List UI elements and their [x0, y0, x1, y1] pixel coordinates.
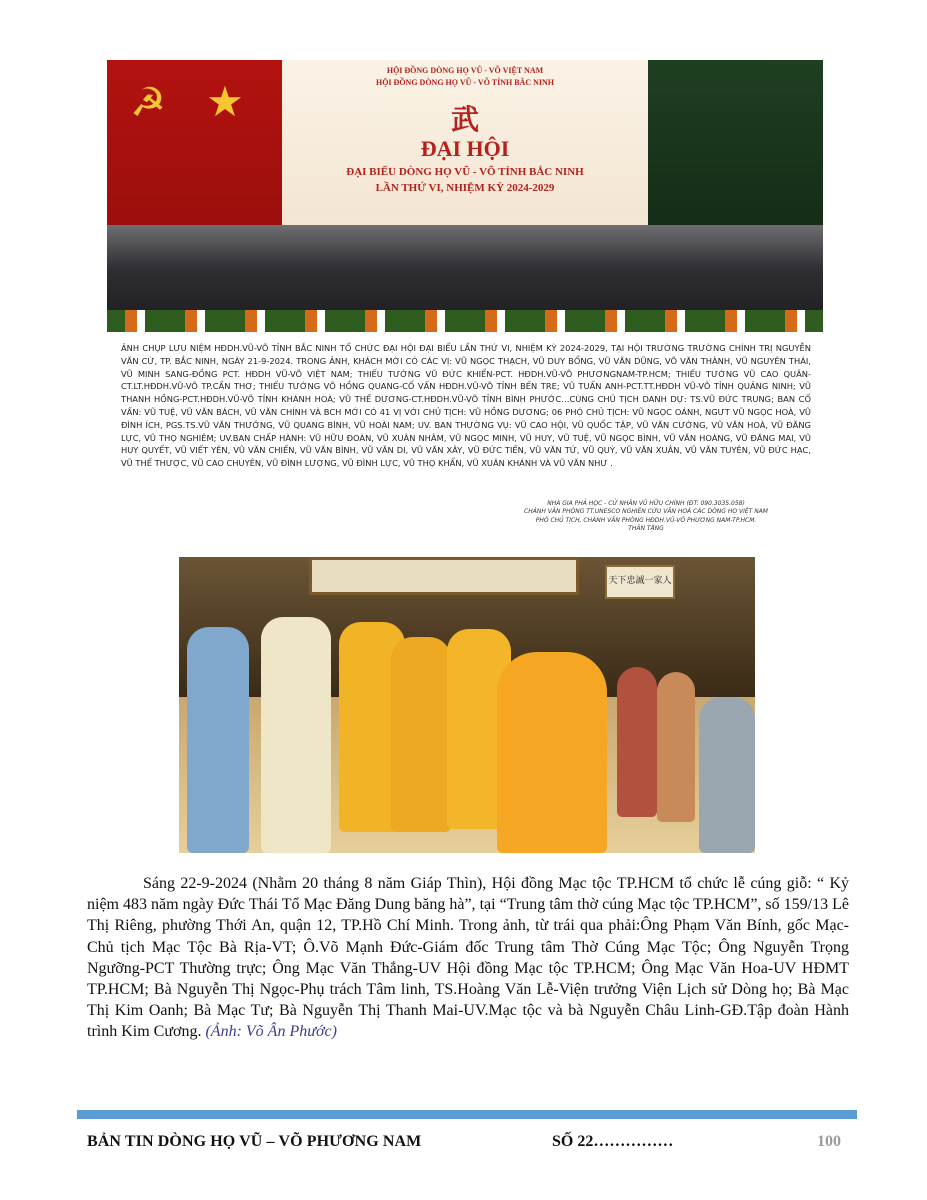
photo-caption-text: ẢNH CHỤP LƯU NIỆM HĐDH.VŨ-VÕ TỈNH BẮC NINH TỔ CHỨC ĐẠI HỘI ĐẠI BIỂU LẦN THỨ VI, NHIỆM KỲ 2024-2029, TẠI HỘI TRƯỜNG TRƯỜNG CHÍNH TRỊ NGUYỄN VĂN CỪ, TP. BẮC NINH, NGÀY 21-9-2024. TRONG ẢNH, KHÁCH MỜI CÓ CÁC VỊ: VŨ NGỌC THẠCH, VŨ DUY BỔNG, VŨ VĂN DŨNG, VÕ VĂN THÀNH, VŨ NGUYÊN THÁI, VŨ MINH SANG-ĐỒNG PCT. HĐDH VŨ-VÕ VIỆT NAM; THIẾU TƯỚNG VŨ ĐỨC KHIỂN-PCT. HĐDH.VŨ-VÕ PHƯƠNGNAM-TP.HCM; THIẾU TƯỚNG VŨ CAO QUÂN-CT.LT.HĐDH.VŨ-VÕ TP.CẦN THƠ; THIẾU TƯỚNG VÕ HỒNG QUANG-CỐ VẤN HĐDH.VŨ-VÕ TỈNH BẾN TRE; VŨ TUẤN ANH-PCT.TT.HĐDH VŨ-VÕ TỈNH QUẢNG NINH; VŨ THANH HỒNG-PCT.HĐDH.VŨ-VÕ TỈNH KHÁNH HOÀ; VŨ THẾ DƯƠNG-CT.HĐDH.VŨ-VÕ TỈNH BÌNH PHƯỚC…CÙNG CHỦ TỊCH DANH DỰ: TS.VŨ ĐỨC TRUNG; BAN CỐ VẤN: VŨ TUỆ, VŨ VĂN BÁCH, VŨ VĂN CHÍNH VÀ BCH MỚI CÓ 41 VỊ VỚI CHỦ TỊCH: VŨ HỒNG DƯƠNG; 06 PHÓ CHỦ TỊCH: VŨ NGỌC OÁNH, NGƯT VŨ NGỌC HOÀ, VŨ ĐÌNH ÍCH, PGS.TS.VŨ VĂN THƯỞNG, VŨ QUANG BÌNH, VŨ HOÀI NAM; UV. BAN THƯỜNG VỤ: VŨ CAO HỘI, VŨ QUỐC TẬP, VŨ VĂN CƯỜNG, VŨ VĂN HOÀ, VŨ ĐĂNG LỰC, VŨ THỌ NGHIÊM; UV.BAN CHẤP HÀNH: VŨ HỮU ĐOÀN, VŨ XUÂN NHÂM, VŨ NGỌC MINH, VŨ HUY, VŨ TUỆ, VŨ NGỌC BÌNH, VŨ VĂN HOÀNG, VŨ ĐĂNG MAI, VŨ HUY QUYẾT, VŨ VIẾT YÊN, VŨ VĂN CHIẾN, VŨ VĂN BÌNH, VŨ VĂN DI, VŨ VĂN XÂY, VŨ ĐỨC TIẾN, VŨ VĂN TỨ, VŨ QUÝ, VŨ VĂN XUÂN, VŨ VĂN TUYÊN, VŨ ĐỨC HẠC, VŨ THẾ THƯỢC, VŨ CAO CHUYÊN, VŨ ĐÌNH LƯỢNG, VŨ ĐÌNH LỰC, VŨ THỌ KHẨN, VŨ XUÂN KHÁNH VÀ VŨ VĂN NHƯ . — [121, 343, 811, 469]
photo-credit: (Ảnh: Võ Ân Phước) — [205, 1023, 337, 1041]
person-white-robe — [261, 617, 331, 853]
ceremony-photo — [179, 557, 755, 853]
banner-line-1: HỘI ĐỒNG DÒNG HỌ VŨ - VÕ VIỆT NAM — [386, 66, 544, 75]
calligraphy-plaque-right — [605, 565, 675, 599]
person-background — [699, 697, 755, 853]
credit-line: PHÓ CHỦ TỊCH, CHÁNH VĂN PHÒNG HĐDH.VŨ-VÕ PHƯƠNG NAM-TP.HCM. — [535, 516, 757, 524]
banner-vu-character: 武 — [450, 105, 479, 136]
article-paragraph — [87, 873, 849, 1043]
person-background — [617, 667, 657, 817]
photo-credit-block — [524, 500, 768, 534]
person-background — [657, 672, 695, 822]
photo-caption — [107, 332, 823, 540]
footer-rule — [77, 1110, 857, 1119]
plaque-right-text: 天下忠誠一家人 — [608, 576, 672, 586]
credit-line: CHÁNH VĂN PHÒNG TT.UNESCO NGHIÊN CỨU VĂN HOÁ CÁC DÒNG HỌ VIỆT NAM — [524, 508, 768, 516]
banner-line-2: HỘI ĐỒNG DÒNG HỌ VŨ - VÕ TỈNH BẮC NINH — [375, 78, 555, 87]
credit-line: NHÀ GIA PHẢ HỌC - CỬ NHÂN VŨ HỮU CHÍNH (ĐT: 090.3035.058) — [547, 499, 745, 507]
person-yellow-robe — [391, 637, 451, 832]
star-icon: ★ — [206, 80, 244, 126]
calligraphy-plaque — [309, 557, 579, 595]
credit-line: THÂN TẶNG — [628, 525, 664, 533]
hammer-sickle-icon: ☭ — [130, 80, 166, 125]
person-praying-yellow-robe — [497, 652, 607, 853]
flower-row — [107, 310, 823, 332]
banner-line-5: ĐẠI BIỂU DÒNG HỌ VŨ - VÕ TỈNH BẮC NINH — [346, 166, 584, 178]
article-text: Sáng 22-9-2024 (Nhằm 20 tháng 8 năm Giáp Thìn), Hội đồng Mạc tộc TP.HCM tổ chức lễ cúng giỗ: “ Kỷ niệm 483 năm ngày Đức Thái Tổ Mạc Đăng Dung băng hà”, tại “Trung tâm thờ cúng Mạc tộc TP.HCM”, số 159/13 Lê Thị Riêng, phường Thới An, quận 12, TP.Hồ Chí Minh. Trong ảnh, từ trái qua phải:Ông Phạm Văn Bính, gốc Mạc-Chủ tịch Mạc Tộc Bà Rịa-VT; Ô.Võ Mạnh Đức-Giám đốc Trung tâm Thờ Cúng Mạc Tộc; Ông Nguyễn Trọng Ngưỡng-PCT Thường trực; Ông Mạc Văn Thắng-UV Hội đồng Mạc tộc TP.HCM; Ông Mạc Văn Hoa-UV HĐMT TP.HCM; Bà Nguyễn Thị Ngọc-Phụ trách Tâm linh, TS.Hoàng Văn Lễ-Viện trưởng Viện Lịch sử Dòng họ; Bà Mạc Thị Kim Oanh; Bà Mạc Tư; Bà Nguyễn Thị Thanh Mai-UV.Mạc tộc và bà Nguyễn Châu Linh-GĐ.Tập đoàn Hành trình Kim Cương. — [87, 875, 849, 1041]
page-number: 100 — [817, 1133, 841, 1150]
group-photo — [107, 60, 823, 540]
issue-number: SỐ 22…………… — [552, 1133, 674, 1150]
newsletter-title: BẢN TIN DÒNG HỌ VŨ – VÕ PHƯƠNG NAM — [87, 1133, 422, 1150]
banner-title: ĐẠI HỘI — [420, 136, 510, 161]
person-blue-shirt — [187, 627, 249, 853]
banner-line-6: LẦN THỨ VI, NHIỆM KỲ 2024-2029 — [375, 182, 555, 194]
